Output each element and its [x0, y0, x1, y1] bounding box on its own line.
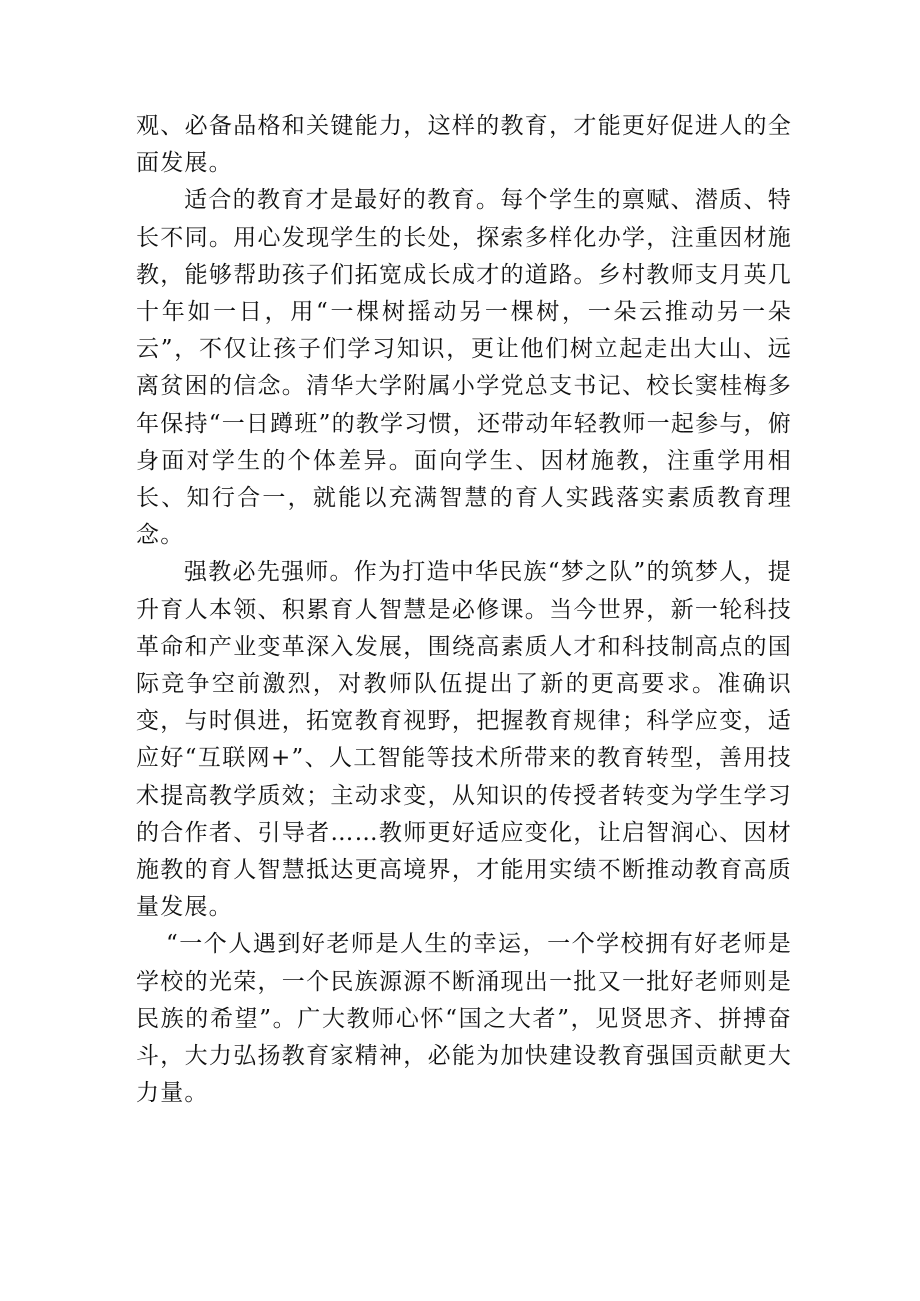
- article-body: [136, 108, 792, 1112]
- paragraph-strong-teachers: 强教必先强师。作为打造中华民族“梦之队”的筑梦人，提升育人本领、积累育人智慧是必修课。当今世界，新一轮科技革命和产业变革深入发展，围绕高素质人才和科技制高点的国际竞争空前激烈，对教师队伍提出了新的更高要求。准确识变，与时俱进，拓宽教育视野，把握教育规律；科学应变，适应好“互联网+”、人工智能等技术所带来的教育转型，善用技术提高教学质效；主动求变，从知识的传授者转变为学生学习的合作者、引导者……教师更好适应变化，让启智润心、因材施教的育人智慧抵达更高境界，才能用实绩不断推动教育高质量发展。: [136, 559, 792, 921]
- paragraph-good-teachers-quote: “一个人遇到好老师是人生的幸运，一个学校拥有好老师是学校的光荣，一个民族源源不断涌现出一批又一批好老师则是民族的希望”。广大教师心怀“国之大者”，见贤思齐、拼搏奋斗，大力弘扬教育家精神，必能为加快建设教育强国贡献更大力量。: [136, 931, 792, 1107]
- paragraph-continuation: 观、必备品格和关键能力，这样的教育，才能更好促进人的全面发展。: [136, 113, 792, 177]
- paragraph-suitable-education: 适合的教育才是最好的教育。每个学生的禀赋、潜质、特长不同。用心发现学生的长处，探索多样化办学，注重因材施教，能够帮助孩子们拓宽成长成才的道路。乡村教师支月英几十年如一日，用“一棵树摇动另一棵树，一朵云推动另一朵云”，不仅让孩子们学习知识，更让他们树立起走出大山、远离贫困的信念。清华大学附属小学党总支书记、校长窦桂梅多年保持“一日蹲班”的教学习惯，还带动年轻教师一起参与，俯身面对学生的个体差异。面向学生、因材施教，注重学用相长、知行合一，就能以充满智慧的育人实践落实素质教育理念。: [136, 187, 792, 549]
